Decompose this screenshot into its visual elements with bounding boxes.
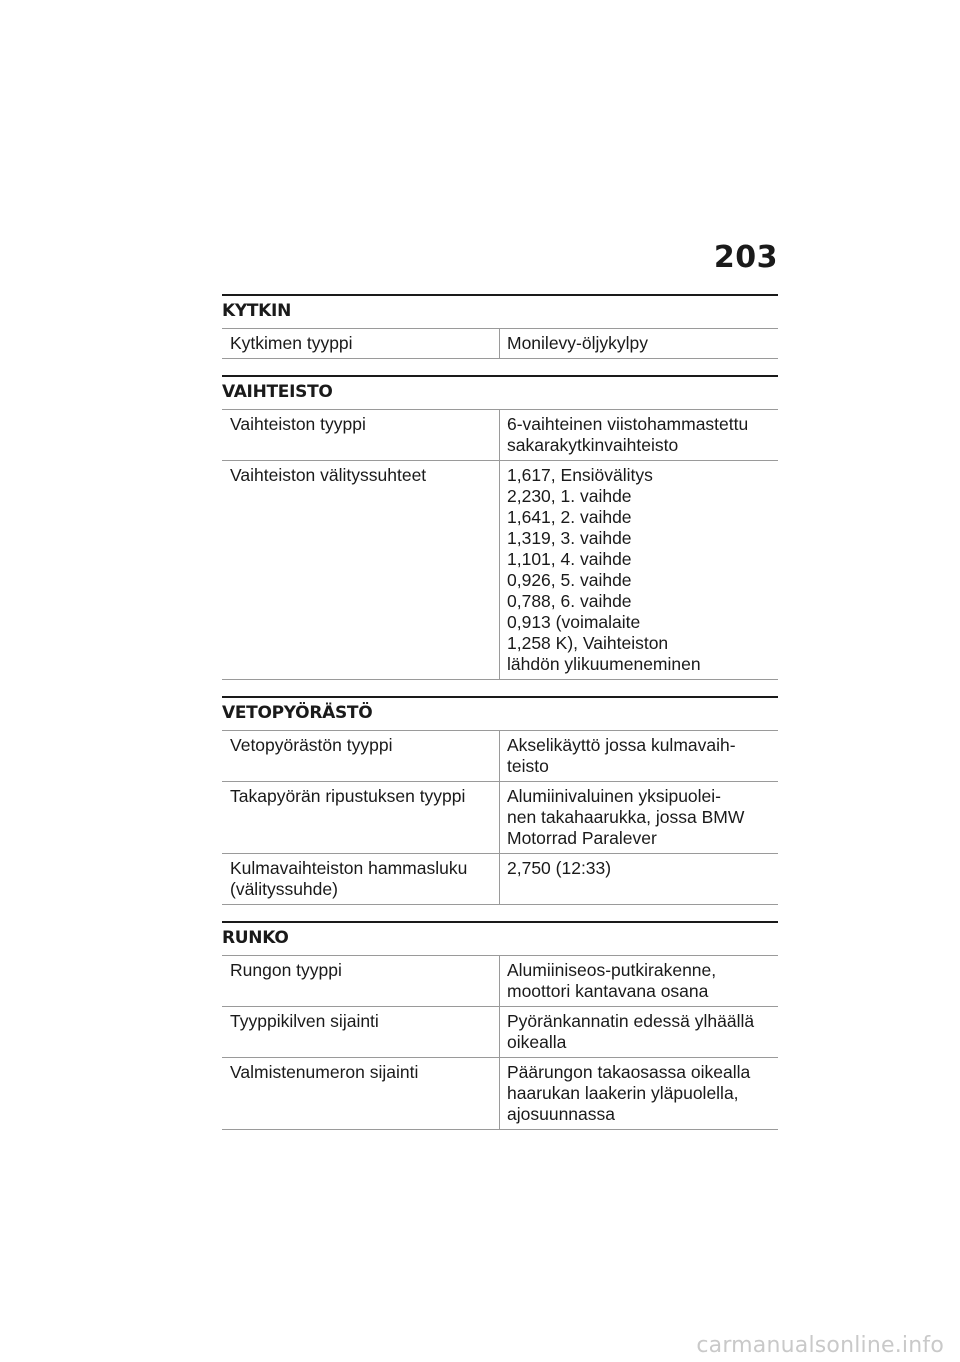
spec-label [222,1007,500,1057]
section-title: RUNKO [222,921,778,955]
spec-value [500,956,778,1006]
spec-label [222,1058,500,1129]
spec-table [222,955,778,1130]
value-line: 6-vaihteinen viistohammastettu [507,414,749,434]
spec-label [222,410,500,460]
spec-label [222,461,500,679]
spec-table [222,409,778,680]
spec-value [500,854,778,904]
label-line: Vaihteiston tyyppi [230,414,366,434]
value-line: moottori kantavana osana [507,981,709,1001]
value-line: Pyöränkannatin edessä ylhäällä [507,1011,755,1031]
page-number: 203 [713,240,778,275]
label-line: Vetopyörästön tyyppi [230,735,393,755]
value-line: Alumiinivaluinen yksipuolei- [507,786,721,806]
label-line: Rungon tyyppi [230,960,342,980]
label-line: Kulmavaihteiston hammasluku [230,858,468,878]
value-line: ajosuunnassa [507,1104,615,1124]
section-title: KYTKIN [222,294,778,328]
spec-value [500,329,778,358]
spec-table [222,730,778,905]
value-line: 2,750 (12:33) [507,858,612,878]
spec-section [222,375,778,680]
value-line: 0,926, 5. vaihde [507,570,632,590]
value-line: 1,641, 2. vaihde [507,507,632,527]
label-line: Takapyörän ripustuksen tyyppi [230,786,466,806]
spec-section [222,921,778,1130]
label-line: Tyyppikilven sijainti [230,1011,379,1031]
value-line: Motorrad Paralever [507,828,657,848]
value-line: Alumiiniseos-putkirakenne, [507,960,717,980]
spec-value [500,731,778,781]
spec-section [222,294,778,359]
spec-label [222,956,500,1006]
table-row [222,854,778,905]
table-row [222,731,778,782]
table-row [222,782,778,854]
spec-label [222,782,500,853]
spec-table [222,328,778,359]
spec-section [222,696,778,905]
label-line: Valmistenumeron sijainti [230,1062,419,1082]
watermark: carmanualsonline.info [696,1333,944,1358]
spec-value [500,1058,778,1129]
spec-value [500,410,778,460]
section-title: VAIHTEISTO [222,375,778,409]
spec-value [500,461,778,679]
label-line: Vaihteiston välityssuhteet [230,465,427,485]
table-row [222,956,778,1007]
spec-label [222,854,500,904]
spec-label [222,329,500,358]
value-line: Monilevy-öljykylpy [507,333,649,353]
spec-content [222,294,778,1146]
value-line: sakarakytkinvaihteisto [507,435,679,455]
value-line: lähdön ylikuumeneminen [507,654,701,674]
value-line: Akselikäyttö jossa kulmavaih- [507,735,736,755]
value-line: 0,788, 6. vaihde [507,591,632,611]
value-line: nen takahaarukka, jossa BMW [507,807,745,827]
value-line: oikealla [507,1032,567,1052]
table-row [222,410,778,461]
table-row [222,1007,778,1058]
value-line: 0,913 (voimalaite [507,612,641,632]
table-row [222,329,778,359]
spec-value [500,782,778,853]
value-line: 1,617, Ensiövälitys [507,465,653,485]
label-line: (välityssuhde) [230,879,338,899]
table-row [222,1058,778,1130]
value-line: haarukan laakerin yläpuolella, [507,1083,739,1103]
spec-label [222,731,500,781]
value-line: 2,230, 1. vaihde [507,486,632,506]
table-row [222,461,778,680]
value-line: 1,258 K), Vaihteiston [507,633,669,653]
value-line: Päärungon takaosassa oikealla [507,1062,751,1082]
value-line: 1,101, 4. vaihde [507,549,632,569]
value-line: teisto [507,756,549,776]
value-line: 1,319, 3. vaihde [507,528,632,548]
spec-value [500,1007,778,1057]
section-title: VETOPYÖRÄSTÖ [222,696,778,730]
label-line: Kytkimen tyyppi [230,333,353,353]
